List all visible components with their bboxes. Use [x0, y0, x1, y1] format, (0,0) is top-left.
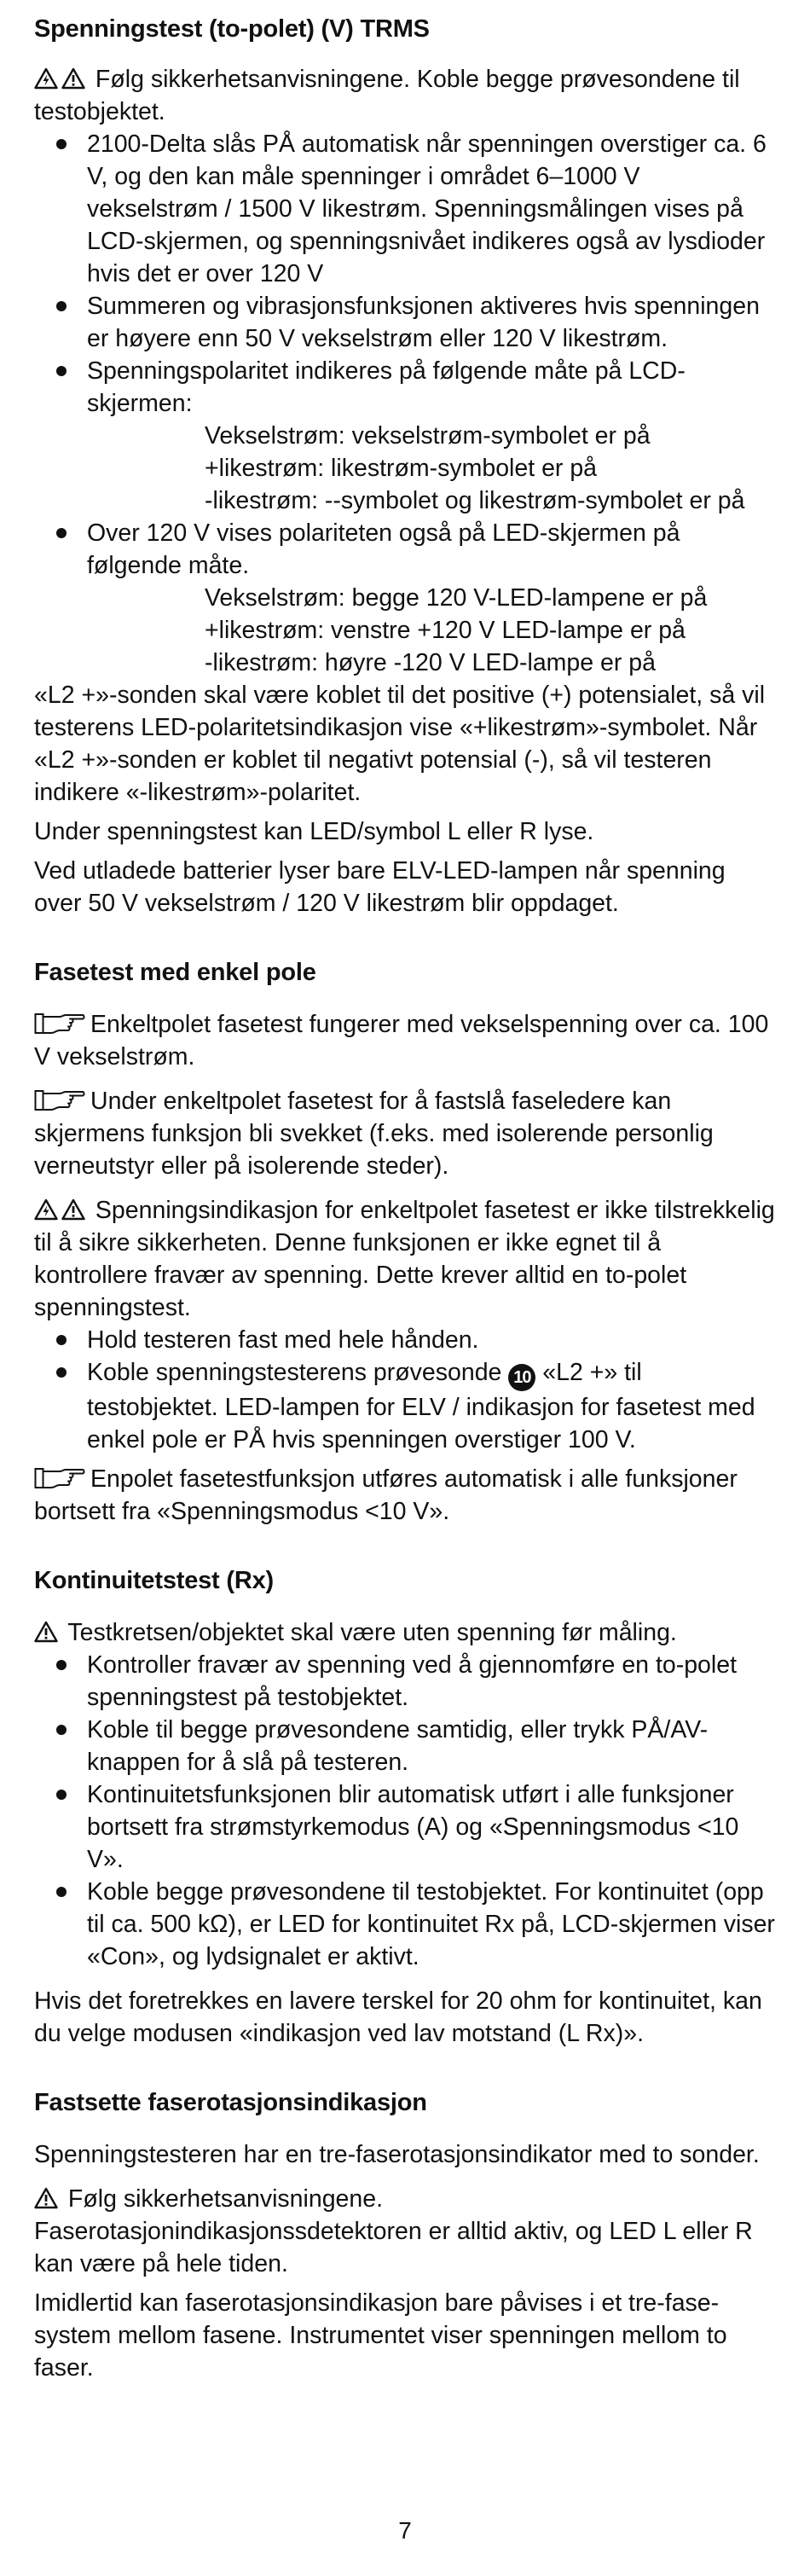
note-paragraph — [34, 1085, 776, 1182]
list-item: Kontinuitetsfunksjonen blir automatisk utført i alle funksjoner bortsett fra strømstyrkemodus (A) og «Spenningsmodus <10 V». — [34, 1778, 776, 1876]
probe-number-badge: 10 — [508, 1364, 535, 1391]
warning-text: Følg sikkerhetsanvisningene. — [67, 2185, 384, 2213]
list-item — [34, 355, 776, 517]
warning-triangle-icon — [34, 2187, 58, 2209]
paragraph: Ved utladede batterier lyser bare ELV-LED-lampen når spenning over 50 V vekselstrøm / 120 V likestrøm blir oppdaget. — [34, 857, 726, 917]
page-number: 7 — [398, 2517, 412, 2544]
list-item — [34, 517, 776, 679]
list-item: Hold testeren fast med hele hånden. — [34, 1324, 776, 1356]
list-item-text: «L2 +» til testobjektet. LED-lampen for ELV / indikasjon for fasetest med enkel pole er PÅ hvis spenningen overstiger 100 V. — [87, 1359, 755, 1453]
section-voltage-test — [34, 12, 776, 920]
paragraph: Faserotasjonindikasjonssdetektoren er alltid aktiv, og LED L eller R kan være på hele tiden. — [34, 2218, 753, 2277]
list-item-text: Over 120 V vises polariteten også på LED-skjermen på følgende måte. — [87, 519, 680, 579]
list-item: 2100-Delta slås PÅ automatisk når spenningen overstiger ca. 6 V, og den kan måle spenninger i området 6–1000 V vekselstrøm / 1500 V likestrøm. Spenningsmålingen vises på LCD-skjermen, og spenningsnivået indikeres også av lysdioder hvis det er over 120 V — [34, 128, 776, 290]
safety-intro-text: Følg sikkerhetsanvisningene. Koble begge prøvesondene til testobjektet. — [34, 66, 740, 125]
indent-line: Vekselstrøm: begge 120 V-LED-lampene er på — [205, 584, 708, 612]
section-phase-rotation — [34, 2086, 776, 2384]
note-text: Under enkeltpolet fasetest for å fastslå faseledere kan skjermens funksjon bli svekket (f.eks. med isolerende personlig verneutstyr eller på isolerende steder). — [34, 1088, 714, 1180]
paragraph: Spenningstesteren har en tre-faserotasjonsindikator med to sonder. — [34, 2141, 760, 2168]
list-item-text: Spenningspolaritet indikeres på følgende måte på LCD-skjermen: — [87, 357, 686, 417]
electric-warning-icon — [34, 67, 58, 90]
safety-intro — [34, 63, 776, 128]
section-single-pole-test — [34, 955, 776, 1528]
pointing-hand-icon — [34, 1088, 85, 1112]
section-title: Fastsette faserotasjonsindikasjon — [34, 2089, 427, 2116]
pointing-hand-icon — [34, 1012, 85, 1036]
led-polarity-lines — [87, 582, 776, 679]
paragraph: «L2 +»-sonden skal være koblet til det positive (+) potensialet, så vil testerens LED-polaritetsindikasjon vise «+likestrøm»-symbolet. Når «L2 +»-sonden er koblet til negativt potensial (-), så vil testeren indikere «-likestrøm»-polaritet. — [34, 682, 766, 806]
list-item: Koble til begge prøvesondene samtidig, eller trykk PÅ/AV-knappen for å slå på testeren. — [34, 1714, 776, 1778]
continuity-list — [34, 1649, 776, 1973]
warning-triangle-icon — [61, 1198, 85, 1221]
paragraph: Hvis det foretrekkes en lavere terskel for 20 ohm for kontinuitet, kan du velge modusen «indikasjon ved lav motstand (L Rx)». — [34, 1987, 762, 2047]
list-item: Koble begge prøvesondene til testobjektet. For kontinuitet (opp til ca. 500 kΩ), er LED for kontinuitet Rx på, LCD-skjermen viser «Con», og lydsignalet er aktivt. — [34, 1876, 776, 1973]
electric-warning-icon — [34, 1198, 58, 1221]
list-item-text: Koble spenningstesterens prøvesonde — [87, 1359, 502, 1386]
warning-paragraph — [34, 1616, 776, 1649]
section-title: Kontinuitetstest (Rx) — [34, 1567, 274, 1594]
note-paragraph — [34, 1008, 776, 1073]
section-title: Spenningstest (to-polet) (V) TRMS — [34, 15, 430, 43]
pointing-hand-icon — [34, 1466, 85, 1490]
lcd-polarity-lines — [87, 420, 776, 517]
indent-line: +likestrøm: likestrøm-symbolet er på — [205, 455, 598, 482]
list-item — [34, 1356, 776, 1456]
warning-text: Testkretsen/objektet skal være uten spenning før måling. — [67, 1619, 677, 1646]
single-pole-list — [34, 1324, 776, 1456]
indent-line: +likestrøm: venstre +120 V LED-lampe er på — [205, 617, 686, 644]
note-paragraph — [34, 1463, 776, 1528]
note-text: Enkeltpolet fasetest fungerer med vekselspenning over ca. 100 V vekselstrøm. — [34, 1011, 769, 1070]
section-title: Fasetest med enkel pole — [34, 959, 316, 986]
indent-line: Vekselstrøm: vekselstrøm-symbolet er på — [205, 422, 651, 450]
voltage-test-list — [34, 128, 776, 679]
paragraph: Imidlertid kan faserotasjonsindikasjon bare påvises i et tre-fase-system mellom fasene. Instrumentet viser spenningen mellom to faser. — [34, 2289, 727, 2382]
indent-line: -likestrøm: høyre -120 V LED-lampe er på — [205, 649, 656, 676]
section-continuity-test — [34, 1564, 776, 2050]
warning-triangle-icon — [61, 67, 85, 90]
indent-line: -likestrøm: --symbolet og likestrøm-symbolet er på — [205, 487, 745, 514]
warning-triangle-icon — [34, 1621, 58, 1643]
list-item: Kontroller fravær av spenning ved å gjennomføre en to-polet spenningstest på testobjektet. — [34, 1649, 776, 1714]
paragraph: Under spenningstest kan LED/symbol L eller R lyse. — [34, 818, 594, 845]
warning-paragraph — [34, 1194, 776, 1324]
warning-text: Spenningsindikasjon for enkeltpolet fasetest er ikke tilstrekkelig til å sikre sikkerheten. Denne funksjonen er ikke egnet til å kontrollere fravær av spenning. Dette krever alltid en to-polet spenningstest. — [34, 1197, 775, 1321]
warning-paragraph — [34, 2183, 776, 2215]
note-text: Enpolet fasetestfunksjon utføres automatisk i alle funksjoner bortsett fra «Spenningsmodus <10 V». — [34, 1465, 738, 1525]
list-item: Summeren og vibrasjonsfunksjonen aktiveres hvis spenningen er høyere enn 50 V vekselstrøm eller 120 V likestrøm. — [34, 290, 776, 355]
